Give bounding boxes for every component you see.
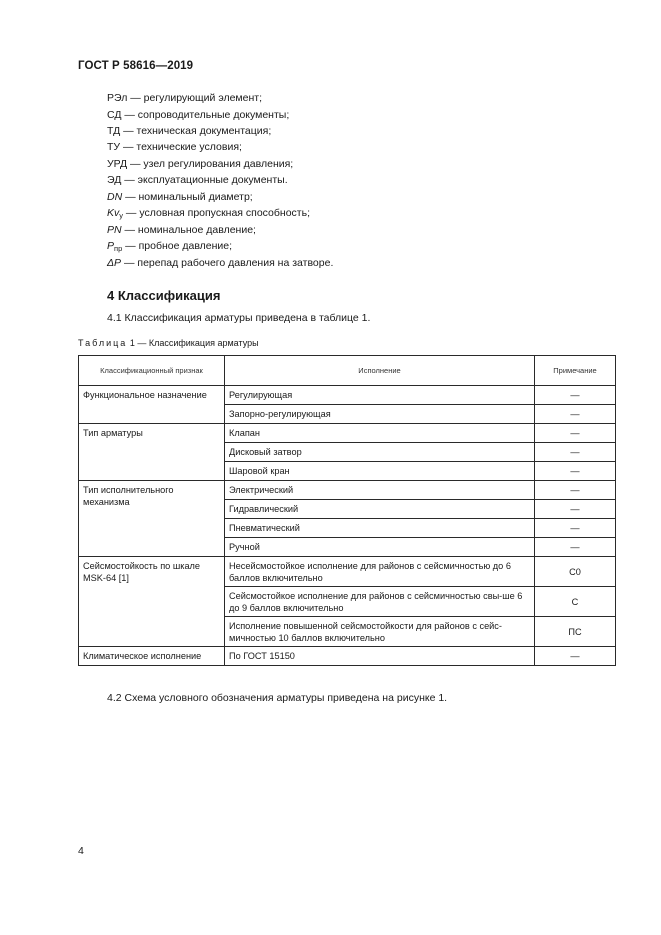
page-number: 4 <box>78 845 84 857</box>
header-note: Примечание <box>535 356 616 386</box>
feature-cell: Функциональное назначение <box>79 386 225 424</box>
document-header: ГОСТ Р 58616—2019 <box>78 60 194 72</box>
paragraph-4-2: 4.2 Схема условного обозначения арматуры приведена на рисунке 1. <box>107 692 448 704</box>
header-execution: Исполнение <box>225 356 535 386</box>
execution-cell: Несейсмостойкое исполнение для районов с сейсмичностью до 6 баллов включительно <box>225 557 535 587</box>
table-row <box>79 424 616 443</box>
abbreviation-item: PN — номинальное давление; <box>107 224 256 236</box>
execution-cell: Шаровой кран <box>225 462 535 481</box>
feature-cell: Сейсмостойкость по шкале MSK-64 [1] <box>79 557 225 647</box>
note-cell: — <box>535 647 616 666</box>
note-cell: — <box>535 386 616 405</box>
paragraph-4-1: 4.1 Классификация арматуры приведена в таблице 1. <box>107 312 371 324</box>
section-heading: 4 Классификация <box>107 288 221 303</box>
table-header-row <box>79 356 616 386</box>
table-row <box>79 386 616 405</box>
execution-cell: Запорно-регулирующая <box>225 405 535 424</box>
execution-cell: Исполнение повышенной сейсмостойкости для районов с сейс-мичностью 10 баллов включительно <box>225 617 535 647</box>
abbreviation-item: ΔP — перепад рабочего давления на затворе. <box>107 257 334 269</box>
abbreviation-item: ТУ — технические условия; <box>107 141 242 153</box>
execution-cell: По ГОСТ 15150 <box>225 647 535 666</box>
note-cell: — <box>535 481 616 500</box>
abbreviation-item: DN — номинальный диаметр; <box>107 191 253 203</box>
abbreviation-item: ЭД — эксплуатационные документы. <box>107 174 288 186</box>
table-row <box>79 647 616 666</box>
classification-table <box>78 355 616 666</box>
note-cell: — <box>535 424 616 443</box>
execution-cell: Гидравлический <box>225 500 535 519</box>
note-cell: С0 <box>535 557 616 587</box>
table-row <box>79 481 616 500</box>
abbreviation-item: УРД — узел регулирования давления; <box>107 158 294 170</box>
execution-cell: Пневматический <box>225 519 535 538</box>
note-cell: — <box>535 519 616 538</box>
execution-cell: Дисковый затвор <box>225 443 535 462</box>
note-cell: — <box>535 500 616 519</box>
abbreviation-item: ТД — техническая документация; <box>107 125 272 137</box>
header-feature: Классификационный признак <box>79 356 225 386</box>
execution-cell: Сейсмостойкое исполнение для районов с сейсмичностью свы-ше 6 до 9 баллов включительно <box>225 587 535 617</box>
feature-cell: Тип арматуры <box>79 424 225 481</box>
abbreviation-item: РЭл — регулирующий элемент; <box>107 92 263 104</box>
note-cell: — <box>535 443 616 462</box>
feature-cell: Климатическое исполнение <box>79 647 225 666</box>
execution-cell: Ручной <box>225 538 535 557</box>
table-row <box>79 557 616 587</box>
note-cell: — <box>535 405 616 424</box>
note-cell: — <box>535 462 616 481</box>
abbreviation-item: $Kv_y$ — условная пропускная способность; <box>107 207 310 220</box>
feature-cell: Тип исполнительного механизма <box>79 481 225 557</box>
execution-cell: Регулирующая <box>225 386 535 405</box>
note-cell: — <box>535 538 616 557</box>
abbreviation-item: СД — сопроводительные документы; <box>107 109 290 121</box>
abbreviation-item: $P_{пр}$ — пробное давление; <box>107 240 233 253</box>
note-cell: С <box>535 587 616 617</box>
note-cell: ПС <box>535 617 616 647</box>
table-caption: Таблица 1 — Классификация арматуры <box>78 338 259 348</box>
execution-cell: Клапан <box>225 424 535 443</box>
execution-cell: Электрический <box>225 481 535 500</box>
